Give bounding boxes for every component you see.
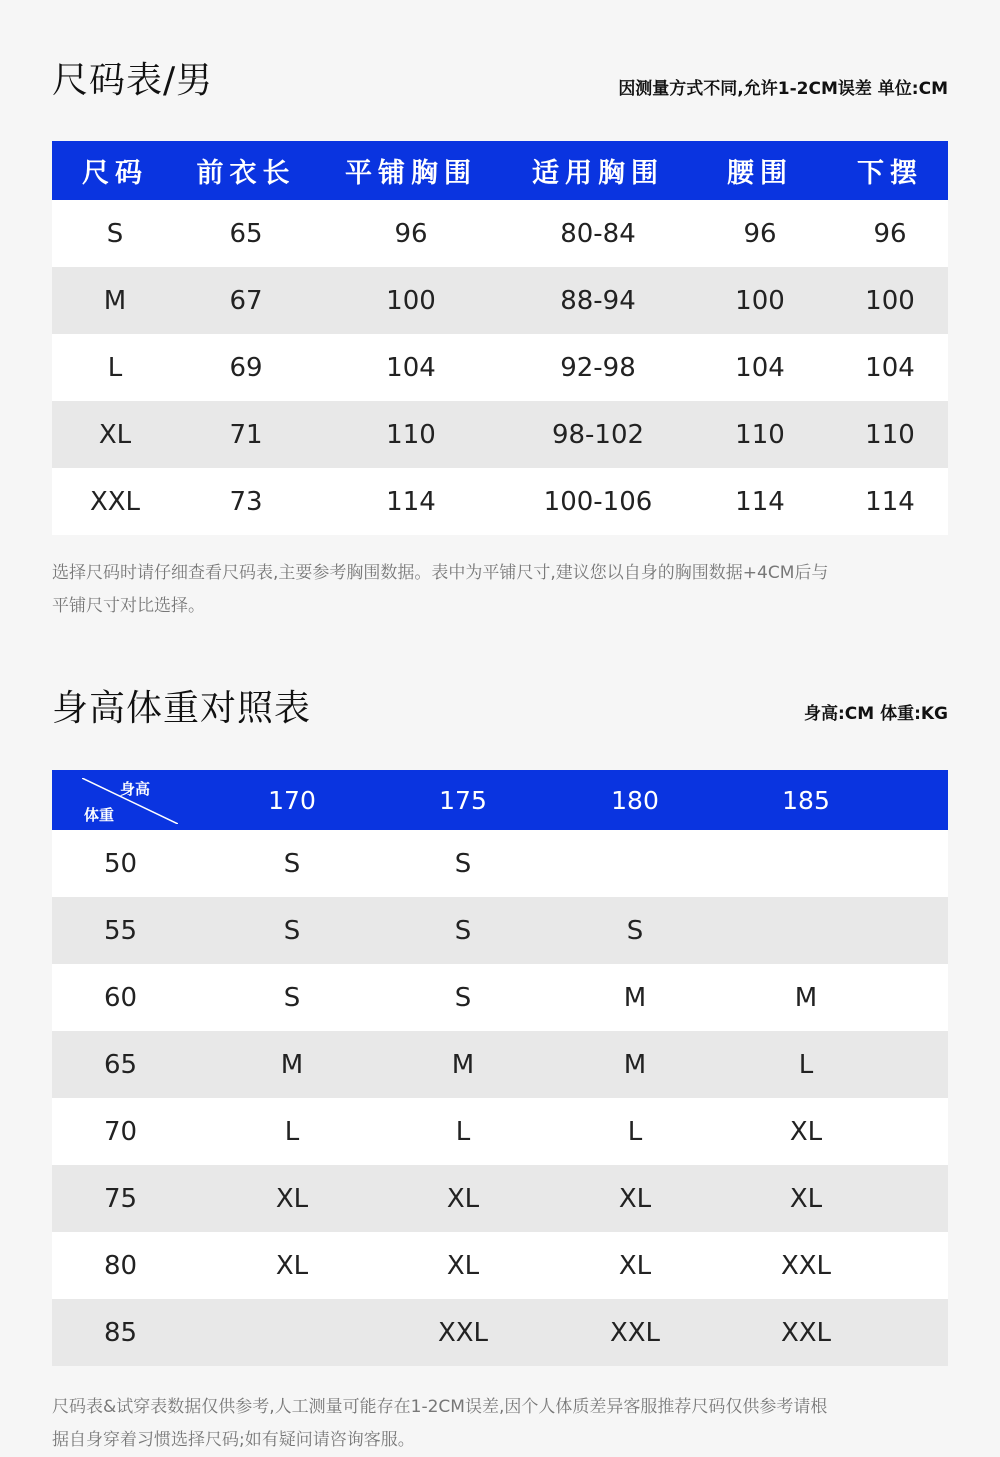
size-chart-unit-note: 因测量方式不同,允许1-2CM误差 单位:CM: [618, 79, 948, 99]
size-cell: L: [52, 334, 178, 401]
recommended-size-cell: XXL: [721, 1299, 891, 1366]
recommended-size-cell: XL: [721, 1098, 891, 1165]
size-cell: 98-102: [508, 401, 688, 468]
header-hem: 下摆: [832, 141, 948, 200]
size-cell: 104: [832, 334, 948, 401]
size-chart-note-line2: 平铺尺寸对比选择。: [52, 596, 205, 616]
size-cell: 67: [178, 267, 314, 334]
recommended-size-cell: XXL: [549, 1299, 721, 1366]
size-cell: M: [52, 267, 178, 334]
size-cell: 114: [688, 468, 832, 535]
size-cell: 114: [832, 468, 948, 535]
recommended-size-cell: [207, 1299, 377, 1366]
height-weight-table: [52, 770, 948, 1366]
header-waist: 腰围: [688, 141, 832, 200]
size-cell: 100-106: [508, 468, 688, 535]
size-chart-note-line1: 选择尺码时请仔细查看尺码表,主要参考胸围数据。表中为平铺尺寸,建议您以自身的胸围数据+4CM后与: [52, 563, 829, 583]
recommended-size-cell: XL: [549, 1165, 721, 1232]
recommended-size-cell: M: [377, 1031, 549, 1098]
size-cell: 96: [832, 200, 948, 267]
row-spacer: [891, 964, 948, 1031]
size-cell: 110: [314, 401, 508, 468]
weight-cell: 50: [52, 830, 207, 897]
header-size: 尺码: [52, 141, 178, 200]
recommended-size-cell: S: [207, 897, 377, 964]
size-chart-note: [52, 557, 952, 623]
weight-cell: 80: [52, 1232, 207, 1299]
recommended-size-cell: XL: [377, 1165, 549, 1232]
height-175: 175: [377, 770, 549, 830]
size-row: [52, 468, 948, 535]
row-spacer: [891, 1098, 948, 1165]
size-cell: 88-94: [508, 267, 688, 334]
size-cell: 92-98: [508, 334, 688, 401]
size-cell: 71: [178, 401, 314, 468]
row-spacer: [891, 1165, 948, 1232]
recommended-size-cell: S: [207, 830, 377, 897]
corner-weight-label: 体重: [84, 806, 115, 824]
height-170: 170: [207, 770, 377, 830]
size-row: [52, 334, 948, 401]
size-cell: 96: [688, 200, 832, 267]
recommended-size-cell: S: [549, 897, 721, 964]
weight-cell: 65: [52, 1031, 207, 1098]
corner-cell: [52, 770, 207, 830]
size-chart-table: [52, 141, 948, 535]
weight-cell: 70: [52, 1098, 207, 1165]
recommended-size-cell: S: [377, 897, 549, 964]
weight-cell: 85: [52, 1299, 207, 1366]
size-cell: 65: [178, 200, 314, 267]
size-row: [52, 200, 948, 267]
height-weight-row: [52, 1232, 948, 1299]
recommended-size-cell: XXL: [377, 1299, 549, 1366]
recommended-size-cell: S: [207, 964, 377, 1031]
weight-cell: 60: [52, 964, 207, 1031]
size-cell: 80-84: [508, 200, 688, 267]
height-weight-row: [52, 1031, 948, 1098]
height-weight-row: [52, 964, 948, 1031]
height-weight-unit-note: 身高:CM 体重:KG: [803, 704, 948, 724]
row-spacer: [891, 1031, 948, 1098]
height-weight-title: 身高体重对照表: [52, 688, 312, 729]
recommended-size-cell: [721, 830, 891, 897]
header-flat-chest: 平铺胸围: [314, 141, 508, 200]
recommended-size-cell: XL: [721, 1165, 891, 1232]
height-weight-row: [52, 1299, 948, 1366]
height-weight-note-line2: 据自身穿着习惯选择尺码;如有疑问请咨询客服。: [52, 1430, 415, 1450]
recommended-size-cell: L: [207, 1098, 377, 1165]
size-cell: 100: [314, 267, 508, 334]
size-chart-title: 尺码表/男: [52, 60, 214, 101]
header-front-length: 前衣长: [178, 141, 314, 200]
size-cell: 69: [178, 334, 314, 401]
height-weight-note: [52, 1391, 952, 1457]
recommended-size-cell: [549, 830, 721, 897]
recommended-size-cell: XL: [207, 1165, 377, 1232]
weight-cell: 75: [52, 1165, 207, 1232]
header-fit-chest: 适用胸围: [508, 141, 688, 200]
recommended-size-cell: S: [377, 830, 549, 897]
height-185: 185: [721, 770, 891, 830]
recommended-size-cell: XL: [549, 1232, 721, 1299]
header-spacer: [891, 770, 948, 830]
recommended-size-cell: XL: [377, 1232, 549, 1299]
height-weight-note-line1: 尺码表&试穿表数据仅供参考,人工测量可能存在1-2CM误差,因个人体质差异客服推荐尺码仅供参考请根: [52, 1397, 828, 1417]
row-spacer: [891, 897, 948, 964]
recommended-size-cell: [721, 897, 891, 964]
size-cell: S: [52, 200, 178, 267]
recommended-size-cell: XXL: [721, 1232, 891, 1299]
height-weight-row: [52, 830, 948, 897]
row-spacer: [891, 1232, 948, 1299]
height-180: 180: [549, 770, 721, 830]
size-cell: 100: [832, 267, 948, 334]
recommended-size-cell: XL: [207, 1232, 377, 1299]
recommended-size-cell: M: [549, 1031, 721, 1098]
recommended-size-cell: L: [377, 1098, 549, 1165]
size-cell: 114: [314, 468, 508, 535]
weight-cell: 55: [52, 897, 207, 964]
size-row: [52, 401, 948, 468]
size-cell: 100: [688, 267, 832, 334]
size-cell: 104: [688, 334, 832, 401]
size-cell: 96: [314, 200, 508, 267]
height-weight-header-row: [52, 770, 948, 830]
recommended-size-cell: M: [549, 964, 721, 1031]
size-row: [52, 267, 948, 334]
recommended-size-cell: M: [721, 964, 891, 1031]
corner-height-label: 身高: [120, 780, 151, 798]
height-weight-row: [52, 897, 948, 964]
size-cell: 110: [688, 401, 832, 468]
height-weight-row: [52, 1098, 948, 1165]
recommended-size-cell: L: [549, 1098, 721, 1165]
row-spacer: [891, 830, 948, 897]
size-cell: 73: [178, 468, 314, 535]
row-spacer: [891, 1299, 948, 1366]
recommended-size-cell: S: [377, 964, 549, 1031]
size-chart-header-row: [52, 141, 948, 200]
recommended-size-cell: M: [207, 1031, 377, 1098]
size-cell: 110: [832, 401, 948, 468]
size-cell: 104: [314, 334, 508, 401]
size-cell: XXL: [52, 468, 178, 535]
size-cell: XL: [52, 401, 178, 468]
height-weight-row: [52, 1165, 948, 1232]
recommended-size-cell: L: [721, 1031, 891, 1098]
